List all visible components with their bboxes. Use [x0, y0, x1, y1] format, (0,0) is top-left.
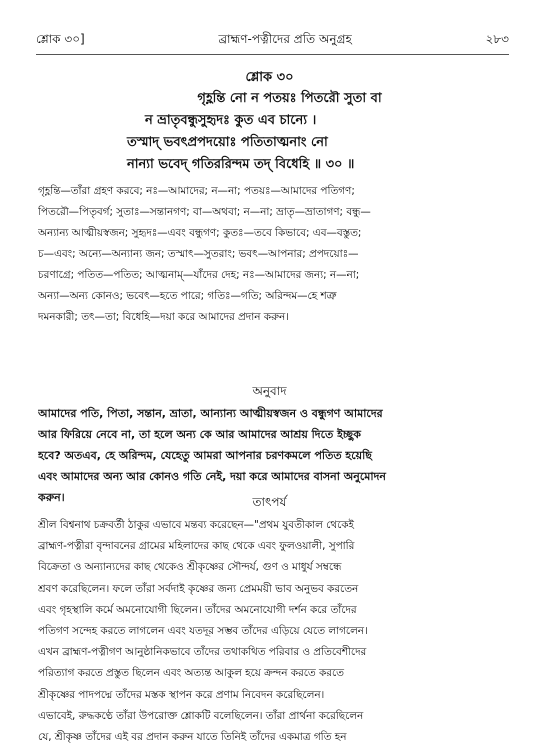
purport-line: পরিত্যাগ করতে প্রস্তুত ছিলেন এবং অত্যন্ত আকুল হয়ে ক্রন্দন করতে করতে	[38, 667, 344, 680]
synonyms-line: গৃহ্ণন্তি—তাঁরা গ্রহণ করবে; নঃ—আমাদের; ন—না; পতয়ঃ—আমাদের পতিগণ;	[38, 185, 355, 197]
verse-line: গৃহ্ণন্তি নো ন পতয়ঃ পিতরৌ সুতা বা	[197, 91, 382, 106]
sanskrit-verse	[70, 88, 509, 176]
header-verse-number: শ্লোক ৩০]	[36, 32, 85, 46]
purport-block	[38, 515, 509, 748]
header-divider	[36, 54, 509, 55]
synonyms-line: দমনকারী; তৎ—তা; বিধেহি—দয়া করে আমাদের প্রদান করুন।	[38, 311, 289, 323]
purport-line: এভাবেই, রুদ্ধকণ্ঠে তাঁরা উপরোক্ত শ্লোকটি বলেছিলেন। তাঁরা প্রার্থনা করেছিলেন	[38, 709, 364, 722]
purport-line: শ্রবণ করেছিলেন। ফলে তাঁরা সর্বদাই কৃষ্ণের জন্য প্রেমময়ী ভাব অনুভব করতেন	[38, 582, 359, 595]
translation-line: এবং আমাদের অন্য আর কোনও গতি নেই, দয়া করে আমাদের বাসনা অনুমোদন	[38, 470, 386, 483]
purport-line: শ্রীল বিশ্বনাথ চক্রবর্তী ঠাকুর এভাবে মন্তব্য করেছেন—"প্রথম যুবতীকাল থেকেই	[38, 519, 354, 531]
purport-line: এখন ব্রাহ্মণ-পত্নীগণ আনুষ্ঠানিকভাবে তাঁদের তথাকথিত পরিবার ও প্রতিবেশীদের	[38, 646, 367, 659]
translation-block	[38, 403, 509, 508]
purport-line: এবং গৃহস্থালি কর্মে অমনোযোগী ছিলেন। তাঁদের অমনোযোগী দর্শন করে তাঁদের	[38, 603, 357, 616]
purport-line: ব্রাহ্মণ-পত্নীরা বৃন্দাবনের গ্রামের মহিলাদের কাছ থেকে এবং ফুলওয়ালী, সুপারি	[38, 540, 355, 553]
synonyms-line: পিতরৌ—পিতৃবর্গ; সুতাঃ—সন্তানগণ; বা—অথবা; ন—না; ভ্রাতৃ—ভ্রাতাগণ; বন্ধু—	[38, 206, 371, 218]
purport-line: পতিগণ সন্দেহ করতে লাগলেন এবং যতদূর সম্ভব তাঁদের এড়িয়ে যেতে লাগলেন।	[38, 625, 368, 638]
synonyms-line: অন্যান্য আত্মীয়স্বজন; সুহৃদঃ—এবং বন্ধুগণ; কুতঃ—তবে কিভাবে; এব—বস্তুত;	[38, 227, 362, 239]
purport-heading: তাৎপর্য	[252, 495, 287, 509]
purport-line: শ্রীকৃষ্ণের পাদপদ্মে তাঁদের মস্তক স্থাপন করে প্রণাম নিবেদন করেছিলেন।	[38, 688, 325, 701]
page-number: ২৮৩	[485, 32, 509, 46]
translation-line: আমাদের পতি, পিতা, সন্তান, ভ্রাতা, আন্যান্য আত্মীয়স্বজন ও বন্ধুগণ আমাদের	[38, 407, 383, 420]
translation-line: করুন।	[38, 491, 65, 504]
running-header	[36, 32, 509, 50]
verse-line: ন ভ্রাতৃবন্ধুসুহৃদঃ কুত এব চান্যে ।	[145, 113, 317, 128]
verse-line: তস্মাদ্ ভবৎপ্রপদয়োঃ পতিতাত্মনাং নো	[127, 135, 328, 150]
translation-line: আর ফিরিয়ে নেবে না, তা হলে অন্য কে আর আমাদের আশ্রয় দিতে ইচ্ছুক	[38, 428, 361, 441]
header-chapter-title: ব্রাহ্মণ-পত্নীদের প্রতি অনুগ্রহ	[218, 32, 352, 46]
synonyms-line: চরণাগ্রে; পতিত—পতিত; আত্মনাম্—যাঁদের দেহ; নঃ—আমাদের জন্য; ন—না;	[38, 269, 360, 281]
synonyms-block	[38, 181, 509, 328]
verse-line: নান্যা ভবেদ্ গতিররিন্দম তদ্ বিধেহি ॥ ৩০ ॥	[127, 157, 355, 172]
translation-heading: অনুবাদ	[252, 384, 287, 398]
synonyms-line: চ—এবং; অন্যে—অন্যান্য জন; তস্মাৎ—সুতরাং; ভবৎ—আপনার; প্রপদয়োঃ—	[38, 248, 359, 260]
purport-line: যে, শ্রীকৃষ্ণ তাঁদের এই বর প্রদান করুন যাতে তিনিই তাঁদের একমাত্র গতি হন	[38, 731, 347, 744]
translation-line: হবে? অতএব, হে অরিন্দম, যেহেতু আমরা আপনার চরণকমলে পতিত হয়েছি	[38, 449, 372, 462]
purport-line: বিক্রেতা ও অন্যান্যদের কাছ থেকেও শ্রীকৃষ্ণের সৌন্দর্য, গুণ ও মাধুর্য সম্বন্ধে	[38, 561, 342, 574]
synonyms-line: অন্যা—অন্য কোনও; ভবেৎ—হতে পারে; গতিঃ—গতি; অরিন্দম—হে শত্রু	[38, 290, 337, 302]
verse-heading: শ্লোক ৩০	[245, 70, 294, 85]
